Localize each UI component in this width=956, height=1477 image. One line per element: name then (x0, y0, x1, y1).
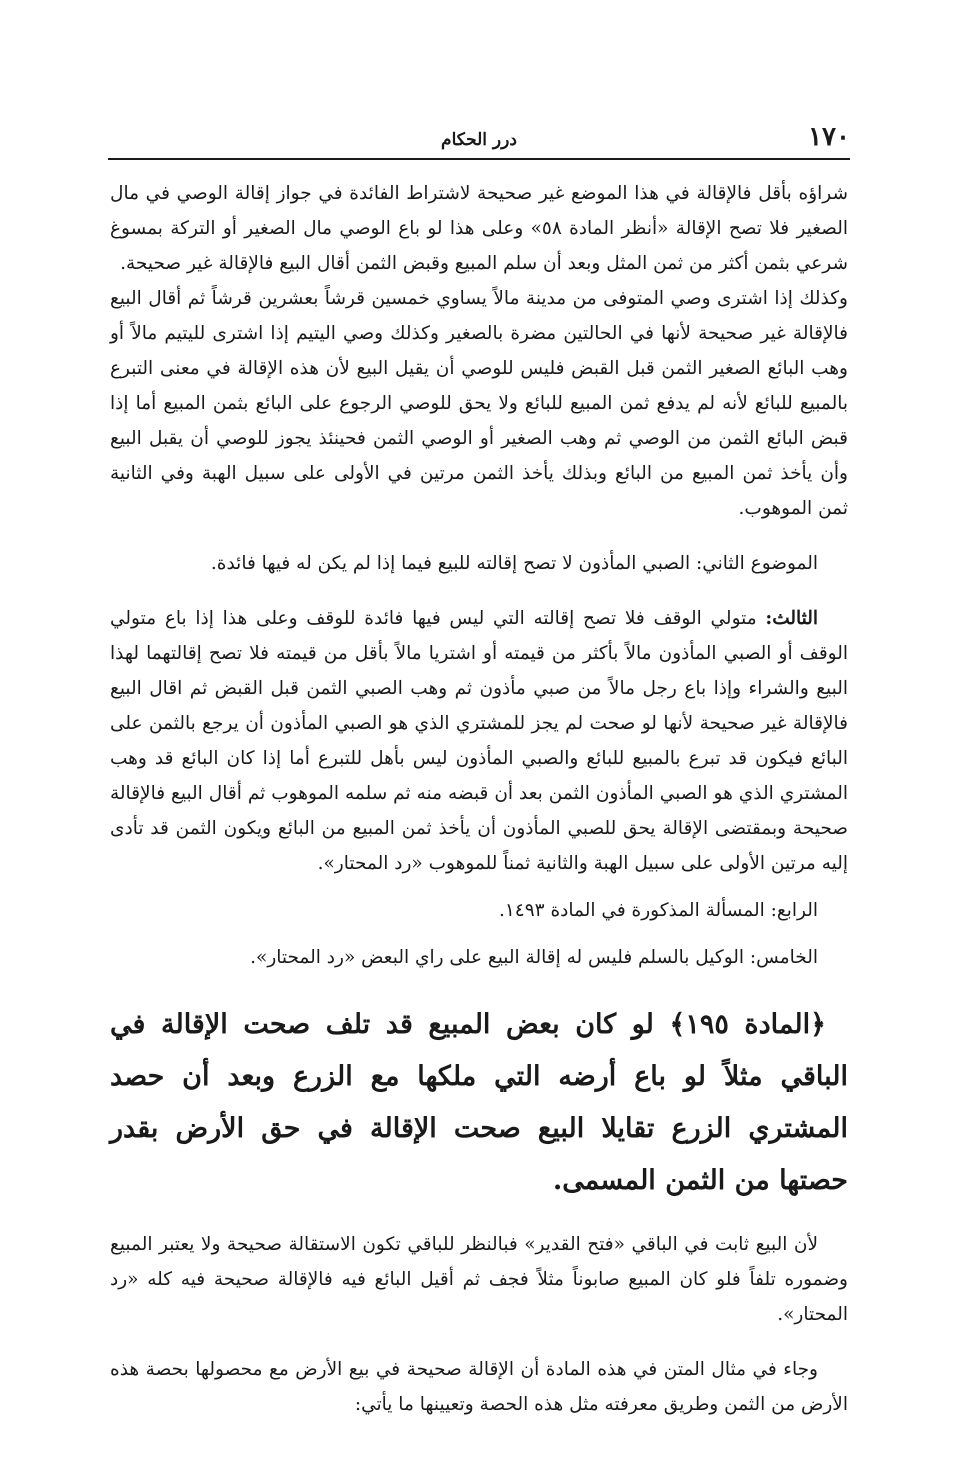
paragraph-fifth-topic: الخامس: الوكيل بالسلم فليس له إقالة البيع على راي البعض «رد المحتار». (250, 947, 818, 968)
paragraph-1: شراؤه بأقل فالإقالة في هذا الموضع غير صحيحة لاشتراط الفائدة في جواز إقالة الوصي في مال الصغير فلا تصح الإقالة «أنظر المادة ٥٨» وعلى هذا لو باع الوصي مال الصغير أو التركة بمسوغ شرعي بثمن أكثر من ثمن المثل وبعد أن سلم المبيع وقبض الثمن أقال البيع فالإقالة غير صحيحة. (110, 183, 849, 274)
page-number: ١٧٠ (808, 122, 850, 152)
page-header (108, 118, 850, 158)
article-label: ﴿المادة ١٩٥﴾ (669, 1009, 826, 1040)
third-topic-text: متولي الوقف فلا تصح إقالته التي ليس فيها فائدة للوقف وعلى هذا إذا باع متولي الوقف أو الصبي المأذون مالاً بأكثر من قيمته أو اشتريا مالاً بأقل من قيمته فلا تصح إقالتهما لهذا البيع والشراء وإذا باع رجل مالاً من صبي مأذون ثم وهب الصبي الثمن قبل القبض ثم اقال البيع فالإقالة غير صحيحة لأنها لو صحت لم يجز للمشتري الذي هو الصبي المأذون أن يرجع بالثمن على البائع فيكون قد تبرع بالمبيع للبائع والصبي المأذون ليس بأهل للتبرع أما إذا كان البائع قد وهب المشتري الذي هو الصبي المأذون الثمن بعد أن قبضه منه ثم سلمه الموهوب ثم أقال البيع فالإقالة صحيحة وبمقتضى الإقالة يحق للصبي المأذون أن يأخذ ثمن المبيع من البائع ويكون الثمن قد تأدى إليه مرتين الأولى على سبيل الهبة والثانية ثمناً للموهوب «رد المحتار». (110, 608, 848, 874)
page-body (110, 176, 848, 1422)
paragraph-second-topic: الموضوع الثاني: الصبي المأذون لا تصح إقالته للبيع فيما إذا لم يكن له فيها فائدة. (210, 553, 818, 574)
header-rule (108, 158, 850, 160)
paragraph-fourth-topic: الرابع: المسألة المذكورة في المادة ١٤٩٣. (498, 900, 818, 921)
article-text: لو كان بعض المبيع قد تلف صحت الإقالة في الباقي مثلاً لو باع أرضه التي ملكها مع الزرع وبعد أن حصد المشتري الزرع تقايلا البيع صحت الإقالة في حق الأرض بقدر حصتها من الثمن المسمى. (110, 1009, 848, 1196)
third-topic-lead: الثالث: (765, 608, 818, 629)
paragraph-third-topic (110, 601, 848, 881)
article-195 (110, 999, 848, 1207)
paragraph-example: وجاء في مثال المتن في هذه المادة أن الإقالة صحيحة في بيع الأرض مع محصولها بحصة هذه الأرض من الثمن وطريق معرفته مثل هذه الحصة وتعيينها ما يأتي: (110, 1359, 848, 1415)
running-title: درر الحكام (441, 130, 517, 150)
paragraph-2: وكذلك إذا اشترى وصي المتوفى من مدينة مالاً يساوي خمسين قرشاً بعشرين قرشاً ثم أقال البيع فالإقالة غير صحيحة لأنها في الحالتين مضرة بالصغير وكذلك وصي اليتيم إذا اشترى لليتيم مالاً أو وهب البائع الصغير الثمن قبل القبض فليس للوصي أن يقيل البيع لأن هذه الإقالة في معنى التبرع بالمبيع للبائع لأنه لم يدفع ثمن المبيع للبائع ولا يحق للوصي الرجوع على البائع بثمن المبيع أما إذا قبض البائع الثمن من الوصي ثم وهب الصغير أو الوصي الثمن فحينئذ يجوز للوصي أن يقبل البيع وأن يأخذ ثمن المبيع من البائع وبذلك يأخذ الثمن مرتين في الأولى على سبيل الهبة وفي الثانية ثمن الموهوب. (110, 288, 848, 519)
paragraph-commentary: لأن البيع ثابت في الباقي «فتح القدير» فبالنظر للباقي تكون الاستقالة صحيحة ولا يعتبر المبيع وضموره تلفاً فلو كان المبيع صابوناً مثلاً فجف ثم أقيل البائع فيه فالإقالة صحيحة فيه كله «رد المحتار». (110, 1234, 848, 1325)
